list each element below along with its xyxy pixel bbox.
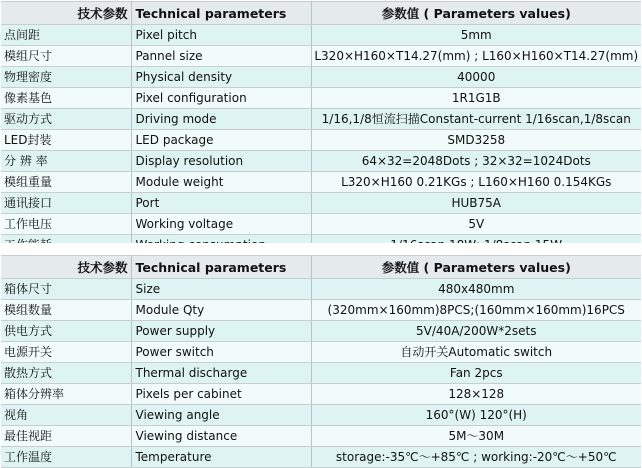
param-value: 1R1G1B bbox=[311, 88, 641, 109]
param-en-label: Display resolution bbox=[131, 151, 311, 172]
param-value: 128×128 bbox=[311, 384, 641, 405]
param-en-label: Pixels per cabinet bbox=[131, 384, 311, 405]
table-row bbox=[1, 214, 641, 235]
param-cn-label: 散热方式 bbox=[1, 363, 131, 384]
param-en-label: Temperature bbox=[131, 447, 311, 468]
param-value: 5M～30M bbox=[311, 426, 641, 447]
header-value-label: 参数值 ( Parameters values) bbox=[311, 2, 641, 25]
param-value: 480x480mm bbox=[311, 279, 641, 300]
param-cn-label: 最佳视距 bbox=[1, 426, 131, 447]
param-en-label: Viewing angle bbox=[131, 405, 311, 426]
param-cn-label: 点间距 bbox=[1, 25, 131, 46]
param-cn-label: 供电方式 bbox=[1, 321, 131, 342]
cabinet-parameters-table bbox=[1, 255, 641, 468]
table-header-row bbox=[1, 2, 641, 25]
table-row bbox=[1, 130, 641, 151]
param-value: L320×H160 0.21KGs ; L160×H160 0.154KGs bbox=[311, 172, 641, 193]
param-en-label: Viewing distance bbox=[131, 426, 311, 447]
param-en-label: Port bbox=[131, 193, 311, 214]
header-cn-label: 技术参数 bbox=[1, 256, 131, 279]
table-row bbox=[1, 363, 641, 384]
param-value: 64×32=2048Dots ; 32×32=1024Dots bbox=[311, 151, 641, 172]
param-en-label: Working voltage bbox=[131, 214, 311, 235]
param-value: 5V bbox=[311, 214, 641, 235]
param-value: HUB75A bbox=[311, 193, 641, 214]
param-cn-label: 模组尺寸 bbox=[1, 46, 131, 67]
table-row bbox=[1, 300, 641, 321]
param-value: 40000 bbox=[311, 67, 641, 88]
param-cn-label: 电源开关 bbox=[1, 342, 131, 363]
param-en-label: LED package bbox=[131, 130, 311, 151]
table-row bbox=[1, 25, 641, 46]
param-value: (320mm×160mm)8PCS;(160mm×160mm)16PCS bbox=[311, 300, 641, 321]
param-en-label: Pannel size bbox=[131, 46, 311, 67]
param-cn-label: 箱体分辨率 bbox=[1, 384, 131, 405]
param-en-label: Pixel configuration bbox=[131, 88, 311, 109]
param-en-label: Driving mode bbox=[131, 109, 311, 130]
param-value: 自动开关Automatic switch bbox=[311, 342, 641, 363]
table-row bbox=[1, 193, 641, 214]
param-en-label: Physical density bbox=[131, 67, 311, 88]
param-value: storage:-35℃～+85℃ ; working:-20℃～+50℃ bbox=[311, 447, 641, 468]
header-cn-label: 技术参数 bbox=[1, 2, 131, 25]
table-row bbox=[1, 151, 641, 172]
table-row bbox=[1, 447, 641, 468]
table-header-row bbox=[1, 256, 641, 279]
technical-parameters-table bbox=[1, 1, 641, 256]
param-en-label: Power supply bbox=[131, 321, 311, 342]
param-value: 5mm bbox=[311, 25, 641, 46]
param-cn-label: 通讯接口 bbox=[1, 193, 131, 214]
param-en-label: Power switch bbox=[131, 342, 311, 363]
table-gap bbox=[0, 243, 642, 255]
param-cn-label: 箱体尺寸 bbox=[1, 279, 131, 300]
table-row bbox=[1, 172, 641, 193]
table-row bbox=[1, 67, 641, 88]
table-row bbox=[1, 88, 641, 109]
header-value-label: 参数值 ( Parameters values) bbox=[311, 256, 641, 279]
param-cn-label: 像素基色 bbox=[1, 88, 131, 109]
param-value: 160°(W) 120°(H) bbox=[311, 405, 641, 426]
param-cn-label: 驱动方式 bbox=[1, 109, 131, 130]
table-row bbox=[1, 384, 641, 405]
table-row bbox=[1, 426, 641, 447]
table-row bbox=[1, 109, 641, 130]
table-row bbox=[1, 342, 641, 363]
param-value: 1/16,1/8恒流扫描Constant-current 1/16scan,1/8scan bbox=[311, 109, 641, 130]
param-cn-label: 工作温度 bbox=[1, 447, 131, 468]
param-cn-label: 模组数量 bbox=[1, 300, 131, 321]
param-cn-label: 物理密度 bbox=[1, 67, 131, 88]
table-row bbox=[1, 46, 641, 67]
param-value: L320×H160×T14.27(mm) ; L160×H160×T14.27(mm) bbox=[311, 46, 641, 67]
param-en-label: Module Qty bbox=[131, 300, 311, 321]
header-en-label: Technical parameters bbox=[131, 2, 311, 25]
param-en-label: Size bbox=[131, 279, 311, 300]
table-row bbox=[1, 405, 641, 426]
param-cn-label: 视角 bbox=[1, 405, 131, 426]
param-cn-label: 分 辨 率 bbox=[1, 151, 131, 172]
param-cn-label: 工作电压 bbox=[1, 214, 131, 235]
param-en-label: Thermal discharge bbox=[131, 363, 311, 384]
param-en-label: Pixel pitch bbox=[131, 25, 311, 46]
table-row bbox=[1, 321, 641, 342]
param-value: 5V/40A/200W*2sets bbox=[311, 321, 641, 342]
table-row bbox=[1, 279, 641, 300]
param-value: SMD3258 bbox=[311, 130, 641, 151]
param-en-label: Module weight bbox=[131, 172, 311, 193]
param-value: Fan 2pcs bbox=[311, 363, 641, 384]
header-en-label: Technical parameters bbox=[131, 256, 311, 279]
param-cn-label: 模组重量 bbox=[1, 172, 131, 193]
param-cn-label: LED封装 bbox=[1, 130, 131, 151]
